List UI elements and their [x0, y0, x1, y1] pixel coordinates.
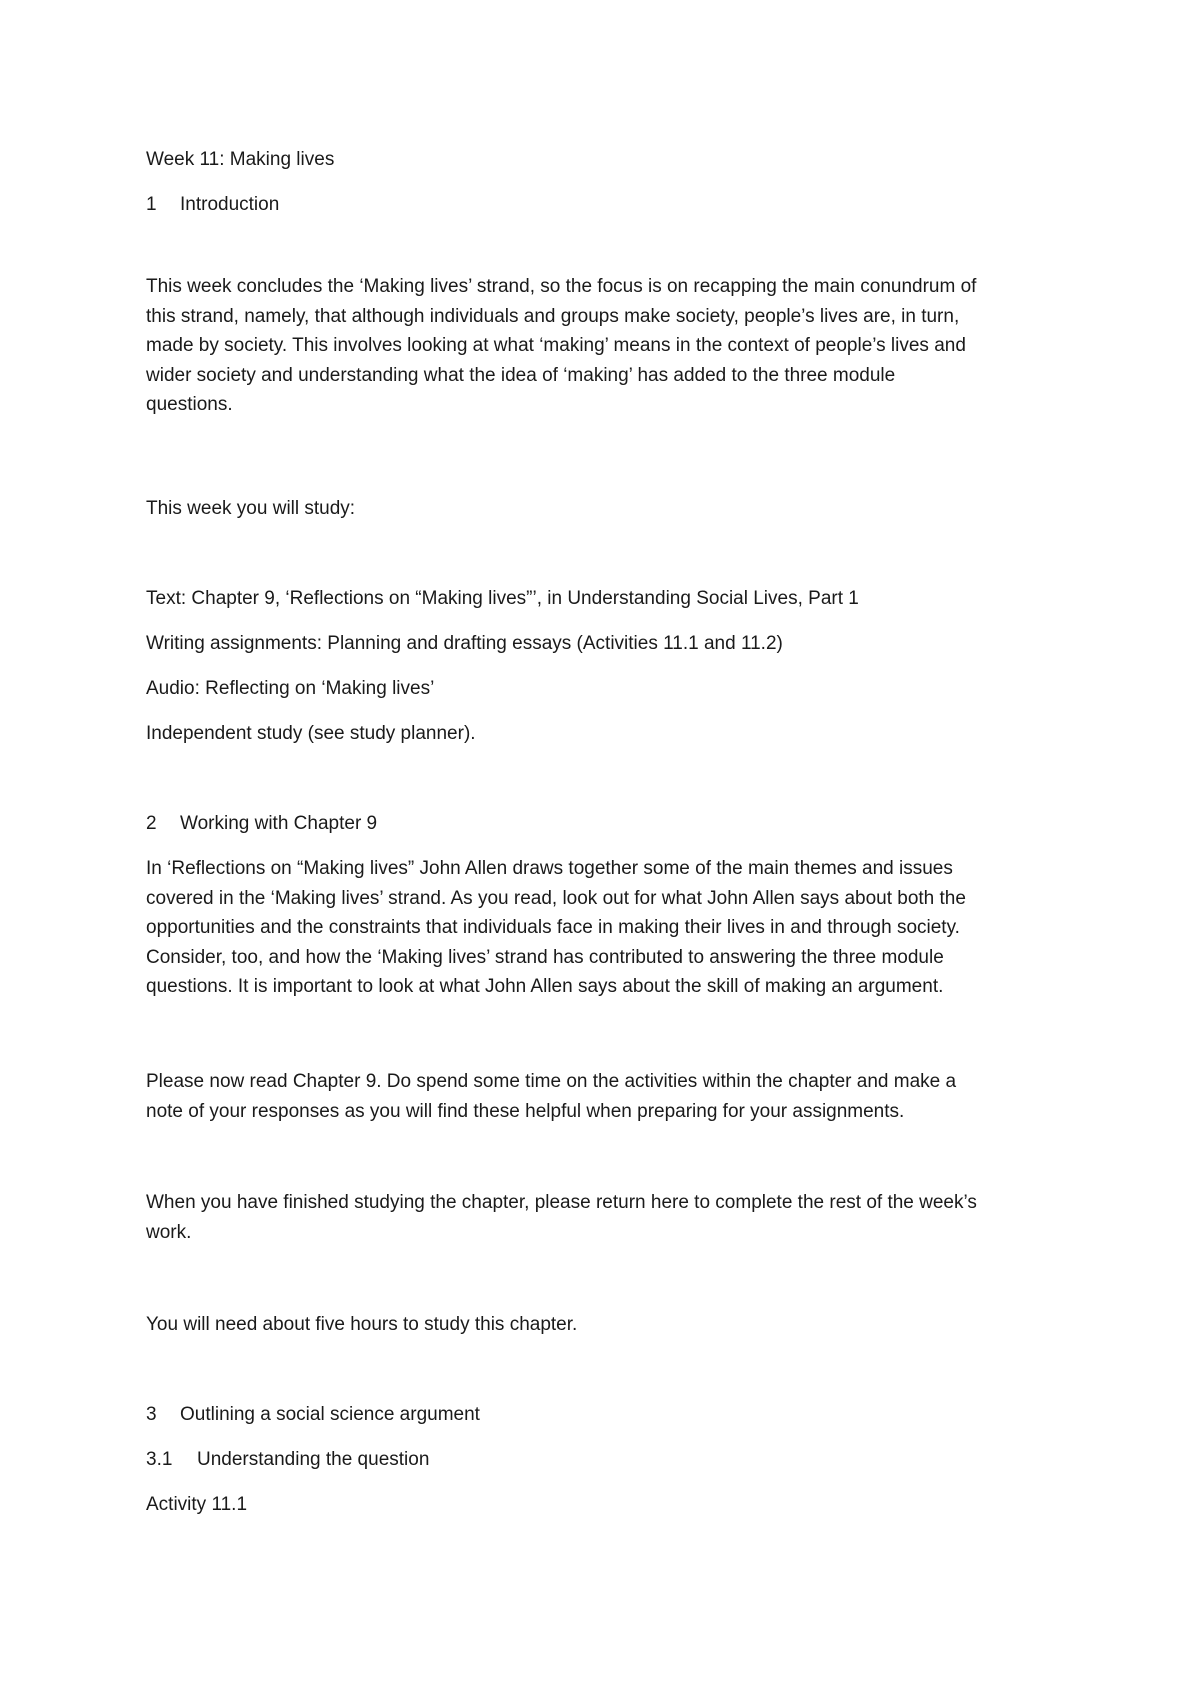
paragraph-line: Please now read Chapter 9. Do spend some time on the activities within the chapter and make a	[146, 1071, 957, 1092]
section-title: Introduction	[180, 194, 280, 215]
study-item: Independent study (see study planner).	[146, 723, 476, 744]
paragraph-line: note of your responses as you will find these helpful when preparing for your assignments.	[146, 1100, 905, 1122]
paragraph-line: In ‘Reflections on “Making lives” John Allen draws together some of the main themes and issues	[146, 858, 953, 879]
time-note: You will need about five hours to study this chapter.	[146, 1314, 578, 1335]
study-intro: This week you will study:	[146, 498, 356, 519]
intro-paragraph	[146, 272, 1066, 420]
study-item: Writing assignments: Planning and drafting essays (Activities 11.1 and 11.2)	[146, 633, 783, 654]
section-number: 3	[146, 1404, 157, 1425]
subsection-number: 3.1	[146, 1449, 173, 1470]
section-title: Working with Chapter 9	[180, 813, 378, 834]
section-number: 1	[146, 194, 157, 215]
paragraph-line: this strand, namely, that although individuals and groups make society, people’s lives are, in turn,	[146, 305, 960, 327]
read-paragraph	[146, 1067, 1066, 1126]
paragraph-line: When you have finished studying the chapter, please return here to complete the rest of the week’s	[146, 1192, 977, 1213]
paragraph-line: This week concludes the ‘Making lives’ strand, so the focus is on recapping the main conundrum of	[146, 276, 977, 297]
section-heading-2	[146, 809, 377, 839]
paragraph-line: wider society and understanding what the idea of ‘making’ has added to the three module	[146, 364, 896, 386]
study-item: Text: Chapter 9, ‘Reflections on “Making lives”’, in Understanding Social Lives, Part 1	[146, 588, 859, 609]
section-title: Outlining a social science argument	[180, 1404, 480, 1425]
subsection-heading-3-1	[146, 1445, 429, 1475]
paragraph-line: covered in the ‘Making lives’ strand. As you read, look out for what John Allen says about both the	[146, 887, 966, 909]
study-item: Audio: Reflecting on ‘Making lives’	[146, 678, 435, 699]
section-number: 2	[146, 813, 157, 834]
paragraph-line: made by society. This involves looking at what ‘making’ means in the context of people’s lives and	[146, 335, 966, 356]
page-title: Week 11: Making lives	[146, 149, 335, 170]
paragraph-line: work.	[146, 1221, 192, 1243]
subsection-title: Understanding the question	[197, 1449, 430, 1470]
paragraph-line: questions.	[146, 394, 233, 415]
paragraph-line: Consider, too, and how the ‘Making lives’ strand has contributed to answering the three module	[146, 946, 944, 968]
return-paragraph	[146, 1188, 1066, 1247]
section-heading-3	[146, 1400, 480, 1430]
chapter-paragraph	[146, 854, 1066, 1002]
section-heading-1	[146, 190, 279, 220]
paragraph-line: questions. It is important to look at what John Allen says about the skill of making an argument.	[146, 976, 944, 997]
paragraph-line: opportunities and the constraints that individuals face in making their lives in and through society.	[146, 917, 960, 938]
activity-label: Activity 11.1	[146, 1494, 248, 1515]
